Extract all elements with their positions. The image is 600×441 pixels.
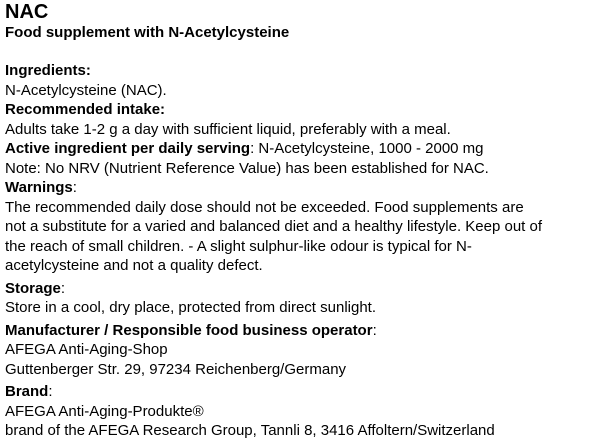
storage-section bbox=[5, 279, 595, 318]
warnings-heading: Warnings bbox=[5, 179, 73, 196]
brand-text: brand of the AFEGA Research Group, Tannli 8, 3416 Affoltern/Switzerland bbox=[5, 422, 495, 439]
active-ingredient-heading: Active ingredient per daily serving bbox=[5, 140, 251, 157]
brand-heading-line bbox=[5, 382, 595, 402]
manufacturer-name: AFEGA Anti-Aging-Shop bbox=[5, 341, 168, 358]
warnings-heading-line bbox=[5, 178, 595, 198]
manufacturer-colon: : bbox=[372, 321, 377, 339]
intake-heading: Recommended intake: bbox=[5, 101, 166, 118]
warnings-line: The recommended daily dose should not be exceeded. Food supplements are bbox=[5, 198, 524, 216]
brand-section bbox=[5, 382, 595, 441]
ingredients-text: N-Acetylcysteine (NAC). bbox=[5, 81, 167, 99]
warnings-line: the reach of small children. - A slight sulphur-like odour is typical for N- bbox=[5, 237, 472, 255]
ingredients-section bbox=[5, 61, 595, 100]
storage-heading: Storage bbox=[5, 279, 61, 297]
active-ingredient-section bbox=[5, 139, 595, 178]
warnings-colon: : bbox=[72, 179, 77, 196]
warnings-line: not a substitute for a varied and balanced diet and a healthy lifestyle. Keep out of bbox=[5, 218, 543, 235]
product-label-document bbox=[5, 1, 595, 441]
product-tagline: Food supplement with N-Acetylcysteine bbox=[5, 24, 290, 41]
ingredients-heading: Ingredients: bbox=[5, 62, 91, 79]
storage-heading-line bbox=[5, 279, 595, 299]
manufacturer-heading-line bbox=[5, 321, 595, 341]
manufacturer-section bbox=[5, 321, 595, 380]
manufacturer-heading: Manufacturer / Responsible food business operator bbox=[5, 321, 373, 339]
active-ingredient-line bbox=[5, 139, 595, 159]
brand-heading: Brand bbox=[5, 383, 49, 400]
brand-name: AFEGA Anti-Aging-Produkte® bbox=[5, 402, 204, 420]
active-ingredient-text: : N-Acetylcysteine, 1000 - 2000 mg bbox=[250, 140, 484, 157]
warnings-section bbox=[5, 178, 595, 276]
product-name: NAC bbox=[5, 1, 49, 23]
storage-colon: : bbox=[60, 279, 66, 297]
brand-colon: : bbox=[48, 383, 53, 400]
nrv-note: Note: No NRV (Nutrient Reference Value) has been established for NAC. bbox=[5, 159, 489, 177]
intake-text: Adults take 1-2 g a day with sufficient liquid, preferably with a meal. bbox=[5, 120, 451, 138]
storage-text: Store in a cool, dry place, protected from direct sunlight. bbox=[5, 299, 377, 316]
manufacturer-address: Guttenberger Str. 29, 97234 Reichenberg/Germany bbox=[5, 360, 347, 378]
warnings-line: acetylcysteine and not a quality defect. bbox=[5, 257, 263, 274]
intake-section bbox=[5, 100, 595, 139]
